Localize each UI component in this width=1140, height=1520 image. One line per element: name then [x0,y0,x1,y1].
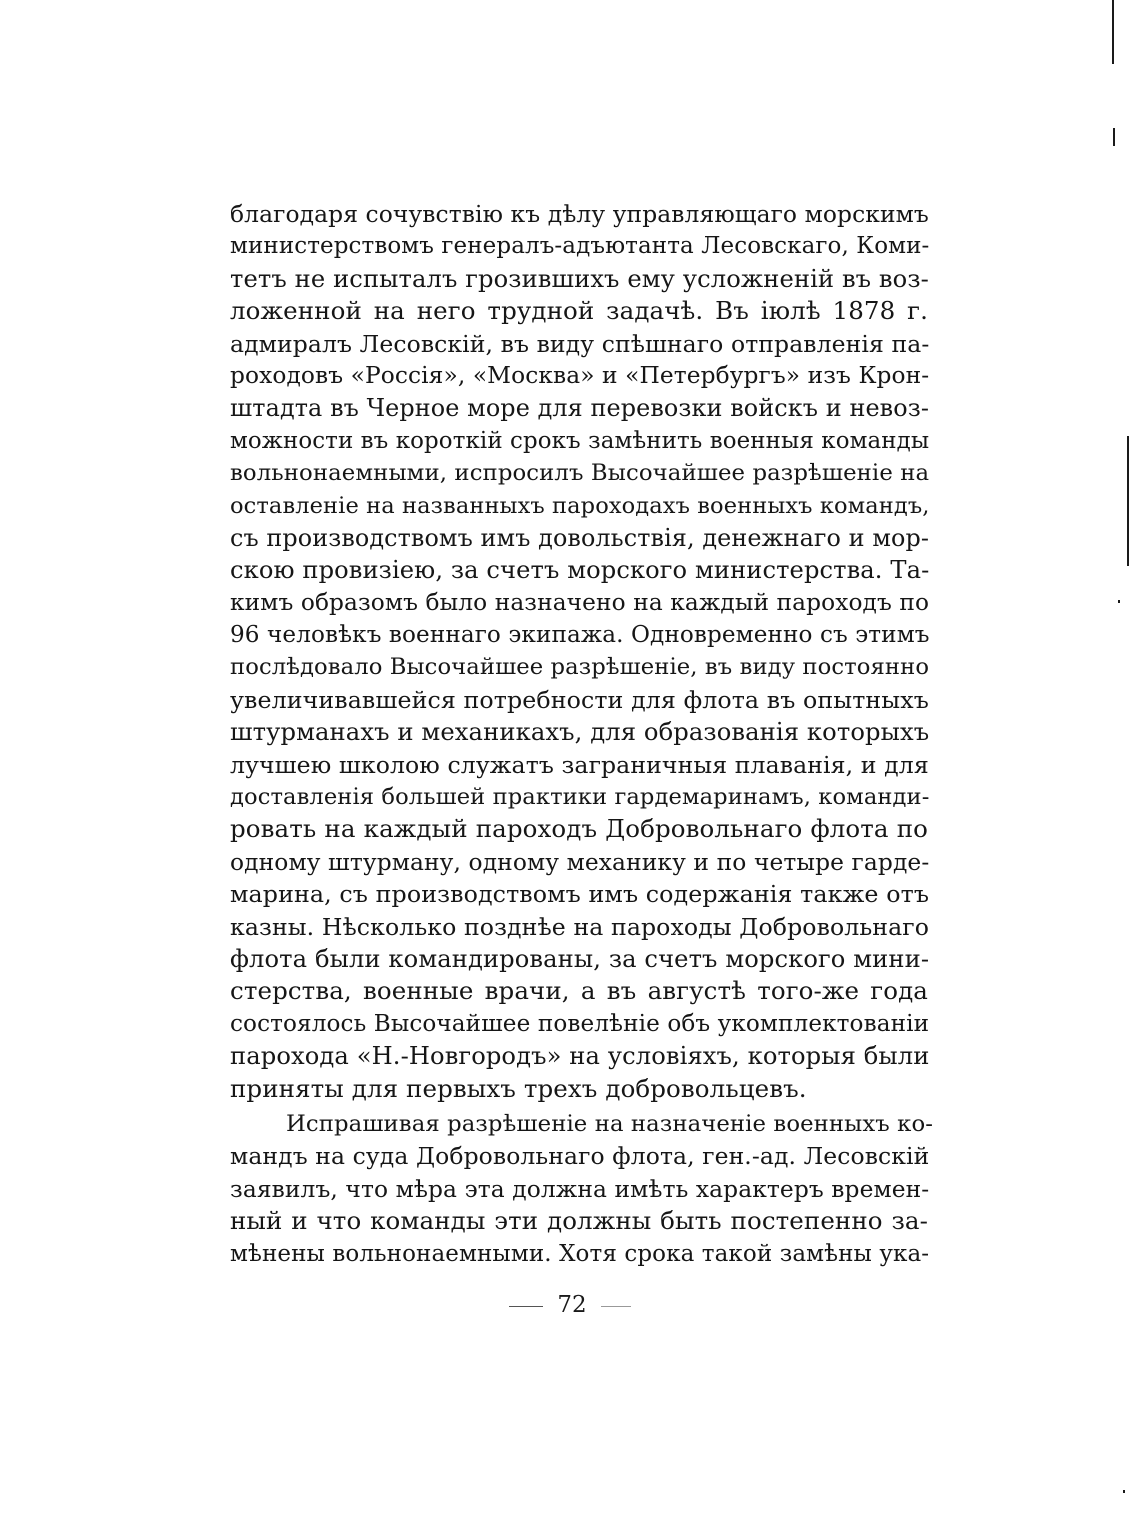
paragraph-2 [230,1108,934,1270]
text-line: увеличивавшейся потребности для флота въ опытныхъ [230,685,929,714]
text-line: роходовъ «Россія», «Москва» и «Петербургъ» изъ Крон- [230,361,930,389]
text-line: штадта въ Черное море для перевозки войскъ и невоз- [230,394,929,423]
text-line: скою провизіею, за счетъ морского министерства. Та- [230,556,930,585]
text-line: послѣдовало Высочайшее разрѣшеніе, въ виду постоянно [230,654,930,681]
text-line: Испрашивая разрѣшеніе на назначеніе военныхъ ко- [286,1110,934,1137]
text-line: адмиралъ Лесовскій, въ виду спѣшнаго отправленія па- [230,329,930,358]
text-line: приняты для первыхъ трехъ добровольцевъ. [230,1073,807,1103]
page-number-value: 72 [557,1292,587,1318]
text-line: парохода «Н.-Новгородъ» на условіяхъ, которыя были [230,1042,930,1071]
page-number-dash-right [601,1306,631,1307]
text-line: вольнонаемными, испросилъ Высочайшее разрѣшеніе на [230,460,930,487]
text-line: стерства, военные врачи, а въ августѣ того-же года [230,976,928,1006]
paragraph-1 [230,198,928,1105]
scan-edge-mark [1123,1490,1125,1493]
text-line: можности въ короткій срокъ замѣнить военныя команды [230,427,930,454]
text-line: 96 человѣкъ военнаго экипажа. Одновременно съ этимъ [230,622,930,649]
page-number-dash-left [509,1306,543,1307]
text-line: штурманахъ и механикахъ, для образованія которыхъ [230,718,930,747]
text-line: мѣнены вольнонаемными. Хотя срока такой замѣны ука- [230,1240,930,1267]
text-line: казны. Нѣсколько позднѣе на пароходы Добровольнаго [230,912,930,941]
scan-edge-mark [1113,128,1115,146]
text-line: одному штурману, одному механику и по четыре гарде- [230,847,930,876]
text-line: ложенной на него трудной задачѣ. Въ іюлѣ 1878 г. [230,296,928,326]
text-line: марина, съ производствомъ имъ содержанія также отъ [230,880,930,909]
scan-edge-mark [1127,436,1129,566]
scan-edge-mark [1112,0,1114,64]
text-line: флота были командированы, за счетъ морского мини- [230,944,930,973]
text-line: заявилъ, что мѣра эта должна имѣть характеръ времен- [230,1174,930,1203]
text-line: тетъ не испыталъ грозившихъ ему усложненій въ воз- [230,264,929,293]
text-line: министерствомъ генералъ-адъютанта Лесовскаго, Коми- [230,233,930,260]
text-line: кимъ образомъ было назначено на каждый пароходъ по [230,588,930,616]
text-line: лучшею школою служатъ заграничныя плаванія, и для [230,750,929,779]
page-number [0,1292,1140,1318]
text-line: ный и что команды эти должны быть постепенно за- [230,1206,928,1236]
text-line: съ производствомъ имъ довольствія, денежнаго и мор- [230,523,930,552]
text-line: доставленія большей практики гардемаринамъ, команди- [230,784,930,811]
scan-edge-mark [1118,600,1120,603]
body-text [230,198,934,1270]
text-line: состоялось Высочайшее повелѣніе объ укомплектованіи [230,1010,930,1037]
text-line: мандъ на суда Добровольнаго флота, ген.-ад. Лесовскій [230,1142,930,1171]
text-line: благодаря сочувствію къ дѣлу управляющаго морскимъ [230,200,929,228]
text-line: ровать на каждый пароходъ Добровольнаго флота по [230,814,928,844]
text-line: оставленіе на названныхъ пароходахъ военныхъ командъ, [230,492,930,519]
